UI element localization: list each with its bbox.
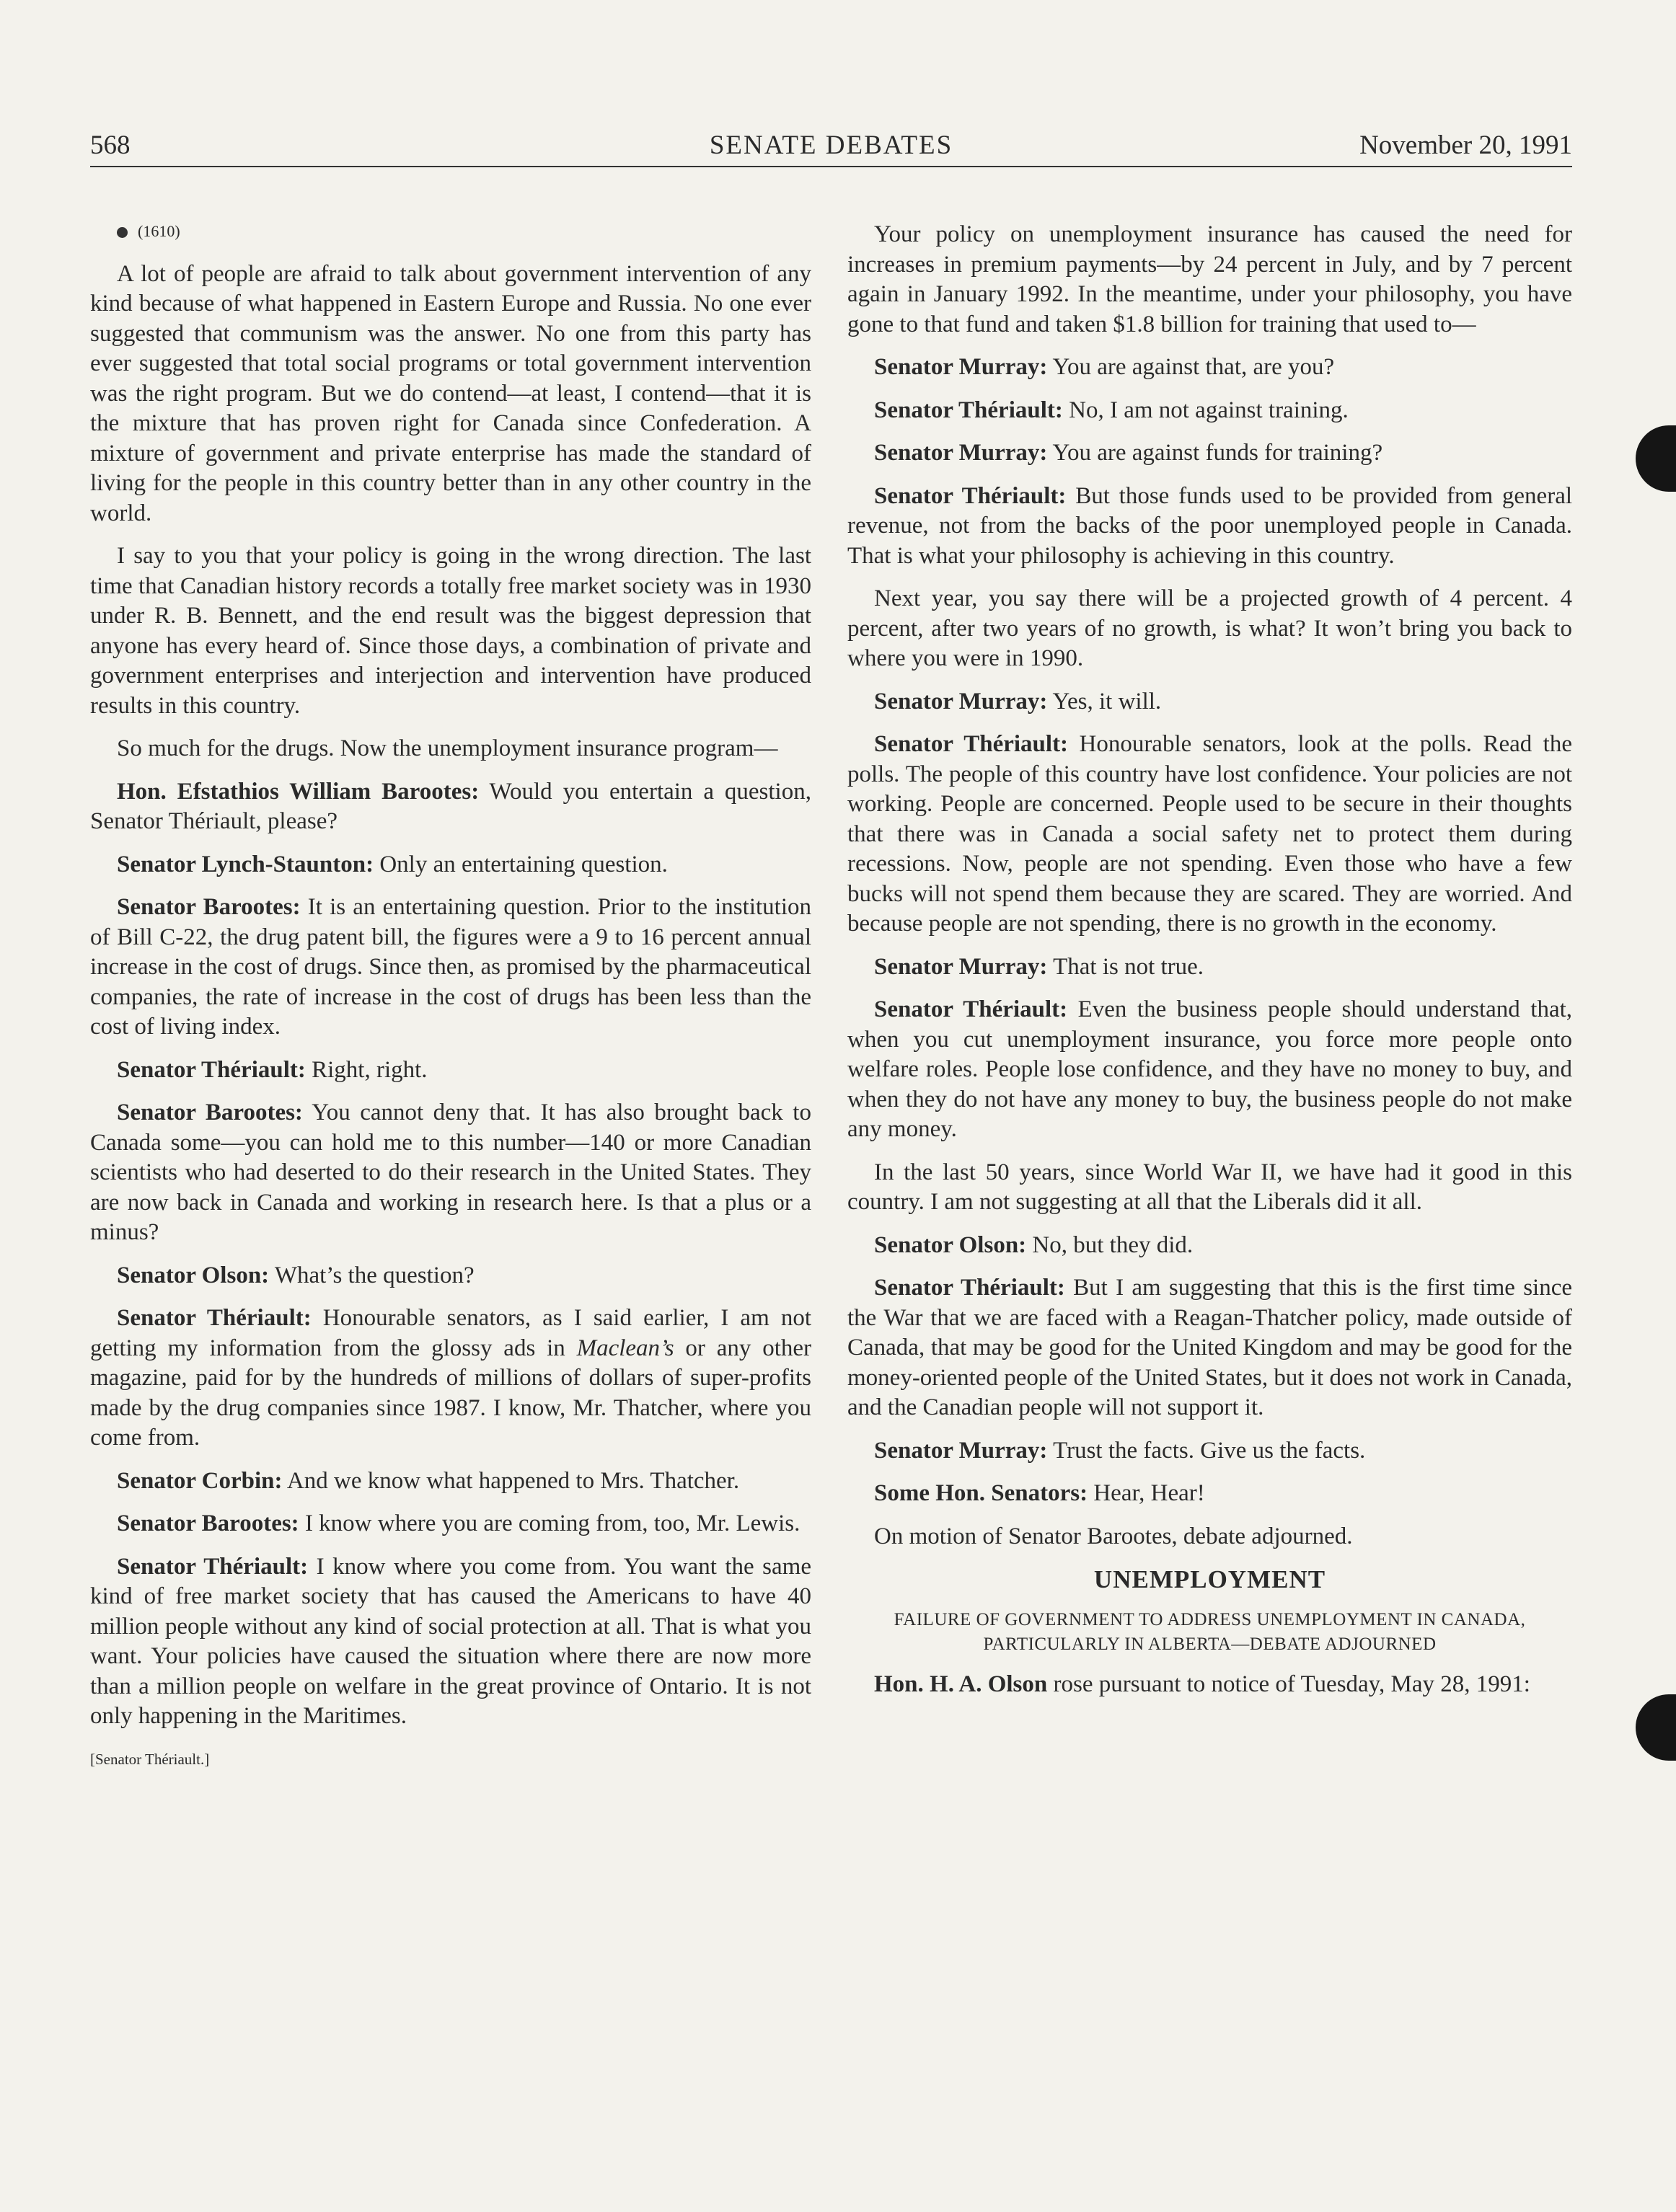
speaker-name: Senator Thériault: — [117, 1305, 312, 1331]
punch-hole — [1636, 1694, 1676, 1761]
speech: Senator Murray: Trust the facts. Give us the facts. — [874, 1437, 1366, 1464]
paragraph: Your policy on unemployment insurance has caused the need for increases in premium payments—by 24 percent in July, and by 7 percent again in January 1992. In the meantime, under your philosophy, you have gone to that fund and taken $1.8 billion for training that used to— — [847, 221, 1572, 337]
speech: Senator Thériault: But I am suggesting that this is the first time since the War that we are faced with a Reagan-Thatcher policy, made outside of Canada, that may be good for the United Kingdom and may be good for the money-oriented people of the United States, but it does not work in Canada, and the Canadian people will not support it. — [847, 1275, 1572, 1420]
speaker-name: Senator Murray: — [874, 688, 1048, 715]
speaker-name: Senator Barootes: — [117, 894, 301, 920]
speaker-name: Senator Thériault: — [117, 1553, 309, 1580]
speech: Senator Barootes: I know where you are coming from, too, Mr. Lewis. — [117, 1510, 800, 1536]
magazine-title: Maclean’s — [576, 1335, 674, 1361]
paragraph: A lot of people are afraid to talk about government intervention of any kind because of what happened in Eastern Europe and Russia. No one ever suggested that communism was the answer. No one from this party has ever suggested that total social programs or total government intervention was the right program. But we do contend—at least, I contend—that it is the mixture that has proven right for Canada since Confederation. A mixture of government and private enterprise has made the standard of living for the people in this country better than in any other country in the world. — [90, 260, 811, 526]
speaker-name: Senator Thériault: — [874, 397, 1063, 423]
speaker-name: Senator Corbin: — [117, 1467, 283, 1494]
speaker-name: Hon. H. A. Olson — [874, 1671, 1048, 1697]
speaker-name: Senator Thériault: — [874, 996, 1068, 1022]
speech: Senator Thériault: Even the business people should understand that, when you cut unemployment insurance, you force more people onto welfare roles. People lose confidence, and they have no money to buy, and when they do not have any money to buy, the business people do not make any money. — [847, 996, 1573, 1142]
publication-title: SENATE DEBATES — [709, 130, 953, 160]
speech: Senator Olson: What’s the question? — [117, 1262, 475, 1288]
speaker-name: Senator Barootes: — [117, 1100, 303, 1125]
speaker-name: Senator Thériault: — [874, 731, 1069, 757]
speech: Hon. Efstathios William Barootes: Would you entertain a question, Senator Thériault, please? — [90, 778, 811, 834]
speech: Senator Barootes: You cannot deny that. It has also brought back to Canada some—you can hold me to this number—140 or more Canadian scientists who had deserted to do their research in the United States. They are now back in Canada and working in research here. Is that a plus or a minus? — [90, 1100, 811, 1245]
speaker-name: Some Hon. Senators: — [874, 1480, 1088, 1506]
speech: Senator Thériault: I know where you come from. You want the same kind of free market society that has caused the Americans to have 40 million people without any kind of social protection at all. That is what you want. Your policies have caused the situation where there are now more than a million people on welfare in the great province of Ontario. It is not only happening in the Maritimes. — [90, 1553, 811, 1729]
speech: Senator Thériault: But those funds used to be provided from general revenue, not from the backs of the poor unemployed people in Canada. That is what your philosophy is achieving in this country. — [847, 482, 1573, 569]
speaker-name: Senator Murray: — [874, 1437, 1048, 1464]
right-column — [847, 220, 1572, 1712]
speech: Senator Thériault: No, I am not against training. — [874, 397, 1349, 423]
page-header — [90, 130, 1572, 170]
paragraph: In the last 50 years, since World War II, we have had it good in this country. I am not suggesting at all that the Liberals did it all. — [847, 1159, 1572, 1215]
paragraph: So much for the drugs. Now the unemployment insurance program— — [117, 735, 778, 761]
section-heading: UNEMPLOYMENT — [1093, 1565, 1326, 1593]
speech: Senator Murray: Yes, it will. — [874, 688, 1162, 715]
speech: Senator Murray: You are against funds for training? — [874, 440, 1383, 466]
speaker-name: Hon. Efstathios William Barootes: — [117, 778, 480, 805]
speaker-name: Senator Lynch-Staunton: — [117, 851, 374, 877]
speech: Senator Thériault: Honourable senators, look at the polls. Read the polls. The people of this country have lost confidence. Your policies are not working. People are concerned. People used to be secure in their thoughts that there was in Canada a social safety net to protect them during recessions. Now, people are not spending. Even those who have a few bucks will not spend them because they are scared. They are worried. And because people are not spending, there is no growth in the economy. — [847, 731, 1572, 937]
speech: Senator Thériault: Right, right. — [117, 1056, 428, 1083]
speaker-name: Senator Murray: — [874, 440, 1048, 466]
speaker-name: Senator Thériault: — [874, 482, 1067, 509]
left-column — [90, 216, 811, 1787]
speech: Senator Corbin: And we know what happened to Mrs. Thatcher. — [117, 1467, 740, 1494]
speaker-footnote: [Senator Thériault.] — [90, 1750, 210, 1768]
speech: Some Hon. Senators: Hear, Hear! — [874, 1480, 1205, 1506]
speech: Senator Murray: That is not true. — [874, 953, 1204, 980]
speaker-name: Senator Barootes: — [117, 1510, 299, 1536]
timestamp: (1610) — [90, 216, 811, 247]
speaker-name: Senator Murray: — [874, 953, 1048, 980]
speech: Senator Barootes: It is an entertaining question. Prior to the institution of Bill C-22, the drug patent bill, the figures were a 9 to 16 percent annual increase in the cost of drugs. Since then, as promised by the pharmaceutical companies, the rate of increase in the cost of drugs has been less than the cost of living index. — [90, 894, 811, 1040]
paragraph: I say to you that your policy is going in the wrong direction. The last time that Canadian history records a totally free market society was in 1930 under R. B. Bennett, and the end result was the biggest depression that anyone has every heard of. Since those days, a combination of private and government enterprises and interjection and intervention have produced results in this country. — [90, 543, 811, 719]
speech: Hon. H. A. Olson rose pursuant to notice of Tuesday, May 28, 1991: — [874, 1671, 1530, 1697]
speech: Senator Olson: No, but they did. — [874, 1231, 1194, 1258]
paragraph: On motion of Senator Barootes, debate adjourned. — [874, 1523, 1353, 1549]
speaker-name: Senator Olson: — [117, 1262, 270, 1288]
speech: Senator Murray: You are against that, are you? — [874, 354, 1335, 380]
speaker-name: Senator Murray: — [874, 354, 1048, 380]
publication-date: November 20, 1991 — [1359, 130, 1572, 160]
speaker-name: Senator Thériault: — [117, 1056, 306, 1083]
speaker-name: Senator Thériault: — [874, 1275, 1065, 1301]
speech: Senator Thériault: Honourable senators, as I said earlier, I am not getting my information from the glossy ads in Maclean’s or any other magazine, paid for by the hundreds of millions of dollars of super-profits made by the drug companies since 1987. I know, Mr. Thatcher, where you come from. — [90, 1305, 811, 1451]
header-rule — [90, 166, 1572, 167]
section-subheading: FAILURE OF GOVERNMENT TO ADDRESS UNEMPLOYMENT IN CANADA, PARTICULARLY IN ALBERTA—DEBATE ADJOURNED — [894, 1609, 1526, 1654]
bullet-icon — [117, 227, 128, 238]
punch-hole — [1636, 425, 1676, 492]
paragraph: Next year, you say there will be a projected growth of 4 percent. 4 percent, after two years of no growth, is what? It won’t bring you back to where you were in 1990. — [847, 585, 1572, 671]
speaker-name: Senator Olson: — [874, 1231, 1027, 1258]
speech: Senator Lynch-Staunton: Only an entertaining question. — [117, 851, 668, 877]
page-number: 568 — [90, 130, 131, 160]
